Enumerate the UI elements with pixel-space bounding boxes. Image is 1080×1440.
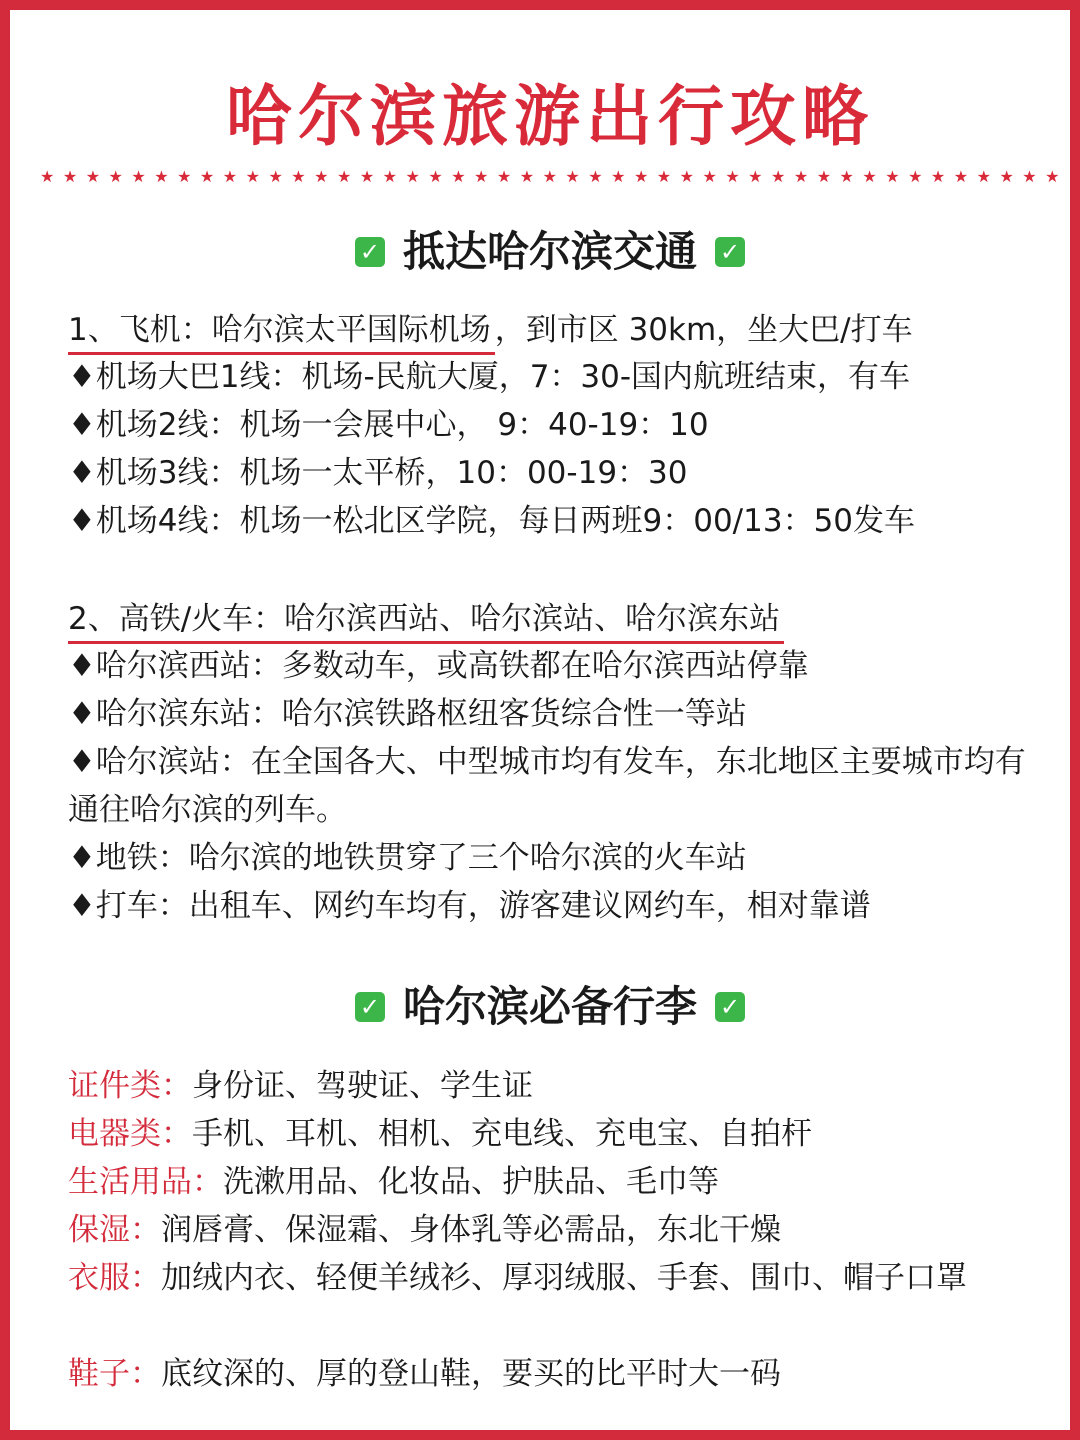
train-heading: 2、高铁/火车：哈尔滨西站、哈尔滨站、哈尔滨东站	[68, 597, 784, 644]
star-icon: ★	[405, 167, 420, 186]
train-line	[68, 595, 1038, 644]
taxi-line: ♦打车：出租车、网约车均有，游客建议网约车，相对靠谱	[68, 888, 871, 924]
luggage-text: 润唇膏、保湿霜、身体乳等必需品，东北干燥	[161, 1212, 781, 1248]
luggage-label: 生活用品：	[68, 1164, 223, 1200]
star-icon: ★	[40, 167, 55, 186]
luggage-text: 身份证、驾驶证、学生证	[192, 1068, 533, 1104]
check-icon: ✓	[355, 237, 385, 267]
transport-heading	[10, 222, 1080, 282]
star-icon: ★	[771, 167, 786, 186]
star-icon: ★	[656, 167, 672, 186]
luggage-item	[68, 1254, 1038, 1302]
star-icon: ★	[885, 167, 900, 186]
star-icon: ★	[748, 167, 763, 186]
train-station-line: ♦哈尔滨东站：哈尔滨铁路枢纽客货综合性一等站	[68, 696, 747, 732]
metro-line: ♦地铁：哈尔滨的地铁贯穿了三个哈尔滨的火车站	[68, 840, 747, 876]
star-icon: ★	[496, 167, 512, 186]
star-icon: ★	[679, 167, 694, 186]
star-icon: ★	[1045, 167, 1060, 186]
star-icon: ★	[451, 167, 466, 186]
luggage-text: 底纹深的、厚的登山鞋，要买的比平时大一码	[161, 1356, 781, 1392]
star-icon: ★	[999, 167, 1014, 186]
train-station-line: ♦哈尔滨站：在全国各大、中型城市均有发车，东北地区主要城市均有通往哈尔滨的列车。	[68, 744, 1026, 828]
star-icon: ★	[862, 167, 877, 186]
airport-bus-line: ♦机场大巴1线：机场-民航大厦，7：30-国内航班结束，有车	[68, 359, 911, 395]
page-title: 哈尔滨旅游出行攻略	[226, 78, 874, 155]
star-icon: ★	[793, 167, 809, 186]
star-icon: ★	[839, 167, 854, 186]
star-icon: ★	[85, 167, 101, 186]
luggage-label: 电器类：	[68, 1116, 192, 1152]
star-icon: ★	[108, 167, 123, 186]
luggage-label: 证件类：	[68, 1068, 192, 1104]
check-icon: ✓	[355, 992, 385, 1022]
luggage-heading-text: 哈尔滨必备行李	[402, 982, 697, 1031]
luggage-item	[68, 1110, 1038, 1158]
star-icon: ★	[588, 167, 603, 186]
luggage-label: 保湿：	[68, 1212, 161, 1248]
star-icon: ★	[428, 167, 443, 186]
star-icon: ★	[519, 167, 535, 186]
transport-heading-text: 抵达哈尔滨交通	[402, 227, 697, 276]
plane-line	[68, 306, 1038, 355]
star-icon: ★	[245, 167, 260, 186]
airport-bus-line: ♦机场3线：机场一太平桥，10：00-19：30	[68, 455, 688, 491]
luggage-text: 手机、耳机、相机、充电线、充电宝、自拍杆	[192, 1116, 812, 1152]
luggage-heading	[10, 977, 1080, 1037]
check-icon: ✓	[715, 237, 745, 267]
star-icon: ★	[633, 167, 649, 186]
star-icon: ★	[131, 167, 146, 186]
luggage-item	[68, 1062, 1038, 1110]
train-station-line: ♦哈尔滨西站：多数动车，或高铁都在哈尔滨西站停靠	[68, 648, 809, 684]
airport-bus-line: ♦机场2线：机场一会展中心， 9：40-19：10	[68, 407, 709, 443]
star-icon: ★	[199, 167, 215, 186]
luggage-item	[68, 1206, 1038, 1254]
luggage-text: 洗漱用品、化妆品、护肤品、毛巾等	[223, 1164, 719, 1200]
star-icon: ★	[542, 167, 557, 186]
luggage-label: 衣服：	[68, 1260, 161, 1296]
star-icon: ★	[816, 167, 832, 186]
star-icon: ★	[268, 167, 283, 186]
star-icon: ★	[1022, 167, 1037, 186]
airport-bus-line: ♦机场4线：机场一松北区学院，每日两班9：00/13：50发车	[68, 503, 916, 539]
star-icon: ★	[62, 167, 78, 186]
star-icon: ★	[702, 167, 717, 186]
star-icon: ★	[154, 167, 169, 186]
star-icon: ★	[336, 167, 352, 186]
star-icon: ★	[930, 167, 946, 186]
star-icon: ★	[222, 167, 238, 186]
star-icon: ★	[725, 167, 740, 186]
star-icon: ★	[611, 167, 626, 186]
luggage-item	[68, 1158, 1038, 1206]
plane-heading-tail: ，到市区 30km，坐大巴/打车	[494, 312, 913, 348]
star-icon: ★	[565, 167, 580, 186]
star-icon: ★	[474, 167, 489, 186]
luggage-text: 加绒内衣、轻便羊绒衫、厚羽绒服、手套、围巾、帽子口罩	[161, 1260, 967, 1296]
star-icon: ★	[359, 167, 375, 186]
star-icon: ★	[314, 167, 329, 186]
check-icon: ✓	[715, 992, 745, 1022]
star-icon: ★	[382, 167, 397, 186]
star-icon: ★	[908, 167, 923, 186]
star-divider	[40, 163, 1060, 191]
luggage-item	[68, 1350, 1038, 1398]
luggage-label: 鞋子：	[68, 1356, 161, 1392]
star-icon: ★	[976, 167, 991, 186]
star-icon: ★	[953, 167, 969, 186]
star-icon: ★	[291, 167, 306, 186]
star-icon: ★	[177, 167, 192, 186]
plane-heading: 1、飞机：哈尔滨太平国际机场	[68, 308, 495, 355]
